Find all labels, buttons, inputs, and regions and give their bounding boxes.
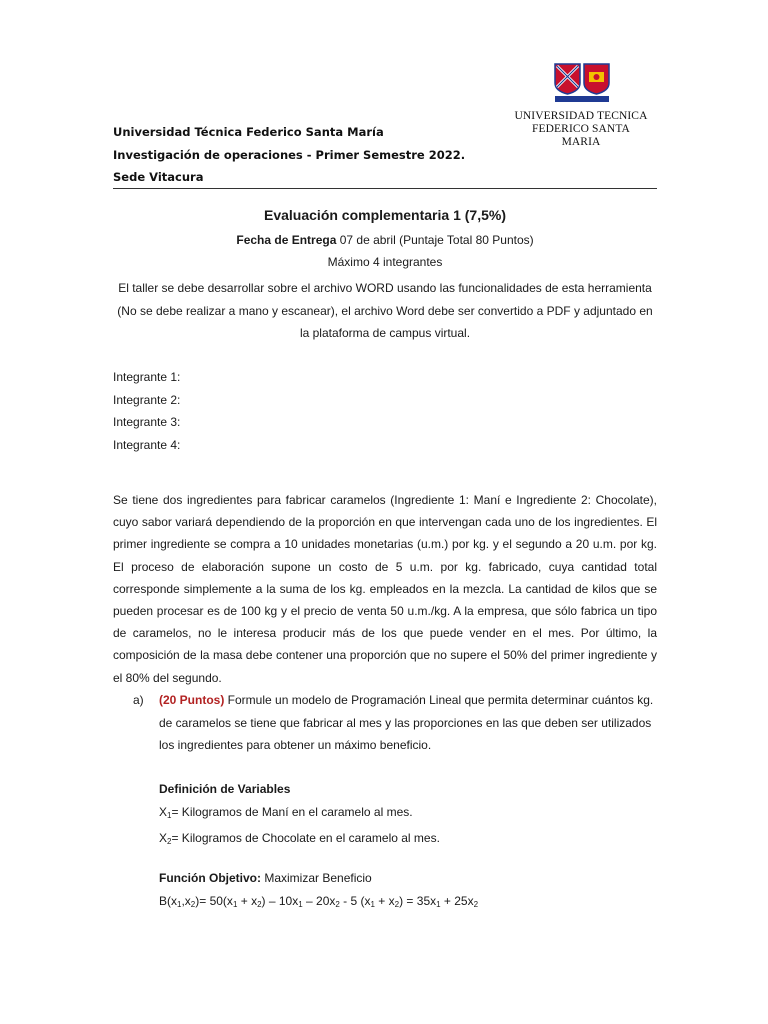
variables-section: [159, 778, 440, 854]
logo-line-1: UNIVERSIDAD TECNICA: [514, 110, 648, 122]
document-title: Evaluación complementaria 1 (7,5%): [264, 207, 506, 223]
variable-x1: $X_1=$ Kilogramos de Maní en el caramelo al mes.: [159, 804, 413, 820]
university-crest-logo: [553, 63, 611, 103]
max-members: Máximo 4 integrantes: [327, 255, 443, 269]
objective-text: Maximizar Beneficio: [261, 871, 372, 885]
question-a-points: (20 Puntos): [159, 693, 225, 707]
instructions: El taller se debe desarrollar sobre el archivo WORD usando las funcionalidades de esta herramienta (No se debe realizar a mano y escanear), el archivo Word debe ser convertido a PDF y adjuntado en la plataforma de campus virtual.: [117, 281, 653, 340]
due-date-label: Fecha de Entrega: [236, 233, 337, 247]
members-list: [113, 366, 180, 456]
member-1: Integrante 1:: [113, 370, 181, 384]
university-logo-text: [514, 110, 648, 149]
document-header: [113, 121, 465, 189]
objective-formula: $B(x_1,x_2)= 50(x_1 + x_2) - 10x_1 - 20x_2 - 5$ $(x_1 + x_2) = 35x_1 + 25x_2$: [159, 893, 479, 909]
problem-statement: Se tiene dos ingredientes para fabricar caramelos (Ingrediente 1: Maní e Ingrediente 2: Chocolate), cuyo sabor variará dependiendo de la proporción en que intervengan cada uno de los ingredientes. El primer ingrediente se compra a 10 unidades monetarias (u.m.) por kg. y el segundo a 20 u.m. por kg. El proceso de elaboración supone un costo de 5 u.m. por kg. fabricado, cuya cantidad total corresponde simplemente a la suma de los kg. empleados en la mezcla. La cantidad de kilos que se pueden procesar es de 100 kg y el precio de venta 50 u.m./kg. A la empresa, que sólo fabrica un tipo de caramelos, no le interesa producir más de los que puede vender en el mes. Por último, la composición de la masa debe contener una proporción que no supere el 50% del primer ingrediente y el 80% del segundo.: [113, 493, 657, 685]
due-date-text: 07 de abril (Puntaje Total 80 Puntos): [336, 233, 534, 247]
question-a-text: Formule un modelo de Programación Lineal que permita determinar cuántos kg. de caramelos se tiene que fabricar al mes y las proporciones en las que deben ser utilizados los ingredientes para obtener un máximo beneficio.: [159, 693, 654, 752]
header-university: Universidad Técnica Federico Santa María: [113, 125, 384, 139]
variable-x2: $X_2=$ Kilogramos de Chocolate en el caramelo al mes.: [159, 831, 440, 846]
variables-heading: Definición de Variables: [159, 782, 291, 796]
member-4: Integrante 4:: [113, 437, 181, 452]
member-3: Integrante 3:: [113, 415, 181, 429]
logo-line-2: FEDERICO SANTA MARIA: [532, 123, 630, 148]
member-2: Integrante 2:: [113, 392, 181, 407]
objective-section: [159, 867, 478, 916]
due-date-line: [113, 233, 657, 247]
objective-heading: Función Objetivo:: [159, 871, 261, 885]
header-campus: Sede Vitacura: [113, 170, 204, 184]
header-divider: [113, 188, 657, 189]
question-a: [113, 689, 657, 757]
question-a-label: a): [133, 693, 144, 707]
header-course: Investigación de operaciones - Primer Semestre 2022.: [113, 147, 466, 162]
